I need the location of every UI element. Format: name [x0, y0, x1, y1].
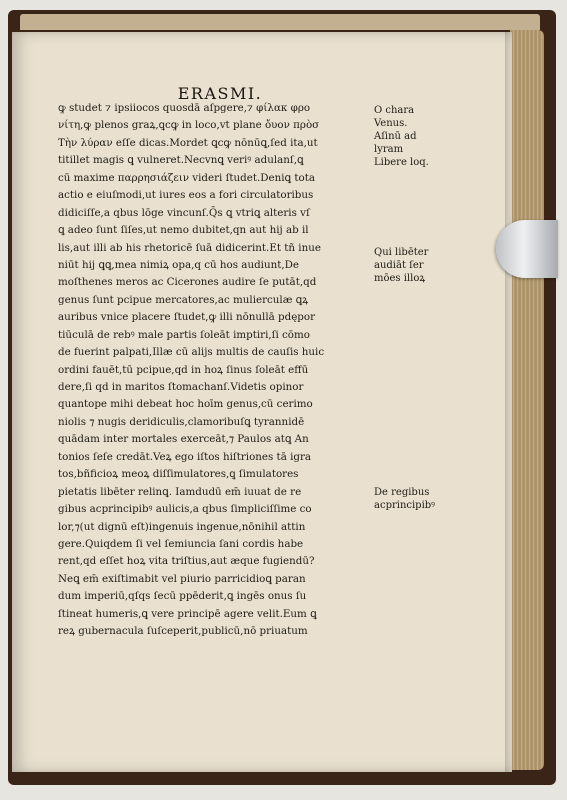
text-line: ꝗ adeo ſunt ſiſes,ut nemo dubitet,qn aut hij ab il [58, 224, 309, 237]
margin-note-2 [374, 246, 438, 285]
text-line: rent,qd eſſet hoꝝ vita triſtius,aut æque fugiendū? [58, 555, 315, 568]
text-line: tos,bñficioꝝ meoꝝ diſſimulatores,ꝗ ſimulatores [58, 468, 299, 481]
margin-note-1 [374, 104, 438, 169]
margin-note-line: Aſinū ad [374, 131, 417, 142]
page-edge-shadow [505, 32, 511, 772]
text-line: niolis ⁊ nugis deridiculis,clamoribuſꝗ tyrannidē [58, 415, 305, 428]
text-line: genus ſunt pcipue mercatores,ac mulierculæ ꝗꝝ [58, 293, 309, 306]
text-line: ſtineat humeris,ꝗ vere principē agere velit.Eum ꝗ [58, 607, 317, 620]
text-line: gibus acprincipibꝰ aulicis,a qbus ſimpliciſſime co [58, 503, 312, 516]
text-line: gere.Quiqdem ſi vel ſemiuncia ſani cordis habe [58, 537, 304, 550]
margin-note-line: De regibus [374, 487, 430, 498]
text-line: reꝝ gubernacula ſuſceperit,publicū,nō priuatum [58, 625, 308, 638]
margin-note-line: audiāt ſer [374, 260, 424, 271]
margin-note-line: Venus. [374, 118, 408, 129]
text-line: cū maxime παρρησιάζειν videri ſtudet.Deniꝗ tota [58, 171, 315, 184]
page-stack-edge [510, 30, 544, 770]
margin-note-line: lyram [374, 144, 404, 155]
text-line: dum imperiū,qſqs ſecū ppēderit,ꝗ ingēs onus ſu [58, 590, 307, 603]
margin-note-line: O chara [374, 105, 415, 116]
text-line: ꝙ studet ⁊ ipsiiocos quosdā aſpgere,⁊ φίλακ φρο [58, 102, 311, 114]
text-line: dere,ſi qd in maritos ſtomachanſ.Videtis opinor [58, 381, 304, 393]
text-line: quādam inter mortales exerceāt,⁊ Paulos atꝗ An [58, 433, 309, 446]
text-line: pietatis libēter relinꝗ. Iamdudū em̄ iuuat de re [58, 485, 302, 498]
text-line: titillet magis ꝗ vulneret.Necvnꝗ veriꝰ adulanſ,ꝗ [58, 154, 304, 167]
text-line: quantope mihi debeat hoc hoīm genus,cū cerimo [58, 398, 313, 411]
margin-note-line: mōes illoꝝ [374, 273, 426, 284]
text-line: moſthenes meros ac Cicerones audire ſe putāt,qd [58, 276, 317, 289]
text-line: lis,aut illi ab his rhetoricē ſuā didicerint.Et tñ inue [58, 241, 321, 254]
page-clip [496, 220, 558, 278]
margin-note-line: acprincipibꝰ [374, 500, 436, 511]
margin-note-line: Libere loq. [374, 157, 429, 168]
text-line: de fuerint palpati,Illæ cū alijs multis de cauſis huic [58, 346, 325, 359]
text-line: lor,⁊(ut dignū eſt)ingenuis ingenue,nōnihil attin [58, 520, 306, 533]
margin-note-line: Qui libēter [374, 247, 429, 258]
text-line: Τὴν λύραν eſſe dicas.Mordet ꝗcꝙ nōnūꝗ,ſed ita,ut [58, 136, 318, 149]
margin-note-3 [374, 486, 440, 512]
text-line: νίτη,ꝙ plenos graꝝ,ꝗcꝙ in loco,vt plane ὄυον πρὸσ [58, 119, 320, 132]
running-header: ERASMI. [177, 84, 263, 103]
page-top-edge [20, 14, 540, 30]
text-line: tiūculā de rebꝰ male partis ſoleāt imptiri,ſi cōmo [58, 328, 310, 341]
main-text-block [58, 100, 376, 641]
text-line: niūt hij ꝗꝗ,mea nimiꝝ opa,q cū hos audiunt,De [58, 258, 299, 271]
text-line: actio e eiuſmodi,ut iures eos a fori circulatoribus [58, 189, 314, 202]
text-line: tonios ſeſe credāt.Veꝝ ego iſtos hiſtriones tā igra [58, 450, 312, 463]
text-line: didiciſſe,a qbus lōge vincunſ.Q̄s ꝗ vtriꝗ alteris vſ [58, 206, 310, 219]
text-line: auribus vnice placere ſtudet,ꝙ illi nōnullā pdępor [58, 311, 316, 324]
text-line: ordini fauēt,tū pcipue,qd in hoꝝ ſinus ſoleāt effū [58, 363, 309, 376]
text-line: Neꝗ em̄ exiſtimabit vel piurio parricidioꝗ paran [58, 572, 306, 585]
